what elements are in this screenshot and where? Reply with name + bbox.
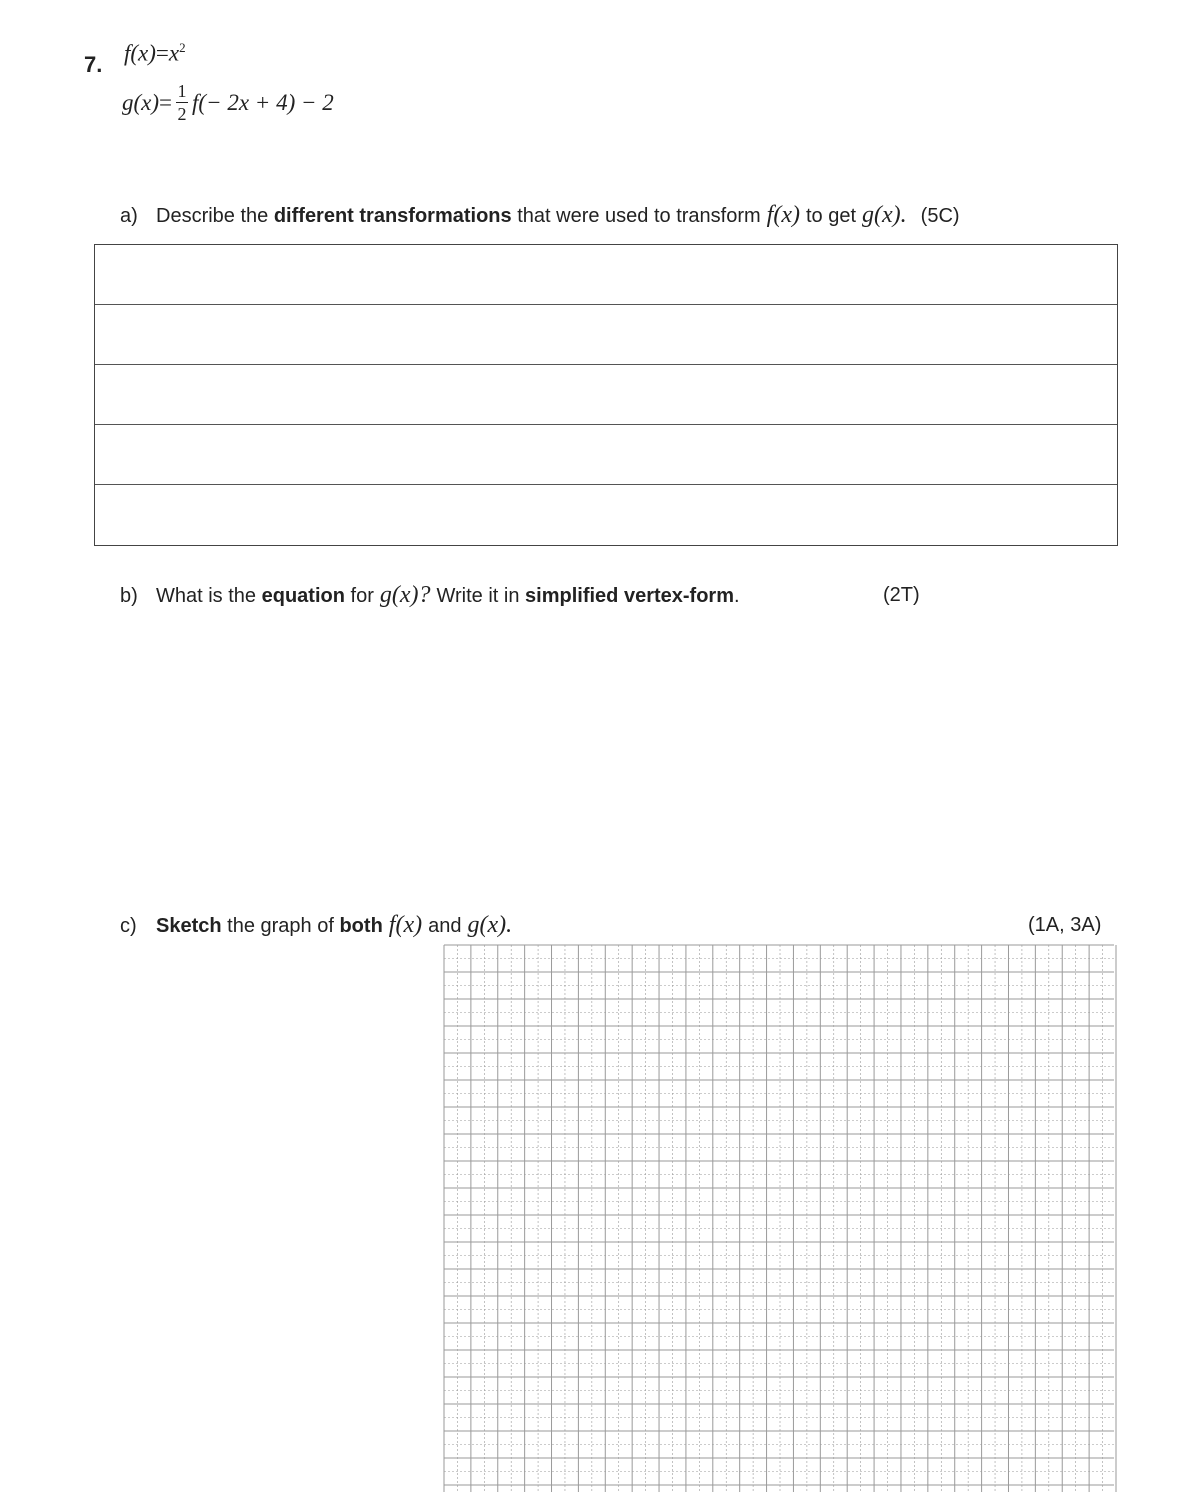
f-equals: = [155,40,169,66]
answer-line[interactable] [95,305,1117,365]
g-rhs: f(− 2x + 4) − 2 [192,89,334,115]
part-c-text-1: the graph of [227,915,334,937]
part-b-bold-2: simplified vertex-form [525,585,734,607]
part-c-label: c) [120,915,137,937]
part-c-text-2: and [428,915,462,937]
part-b-period: . [734,585,740,607]
part-a-marks: (5C) [920,205,960,227]
part-a-prompt [120,202,960,229]
g-lhs: g(x) [122,89,160,115]
f-lhs: f(x) [124,40,156,66]
one-half-fraction [176,82,188,123]
part-c-prompt [120,912,518,939]
part-c-bold-2: both [339,915,383,937]
answer-line[interactable] [95,245,1117,305]
part-c-marks: (1A, 3A) [1028,914,1102,936]
g-definition [122,82,334,123]
part-c-bold-1: Sketch [156,915,222,937]
part-a-bold: different transformations [273,205,512,227]
part-b-text-2: for [350,585,374,607]
part-a-f: f(x) [766,202,800,228]
part-a-text-2: that were used to transform [517,205,761,227]
part-c-g: g(x). [467,912,513,938]
part-b-marks: (2T) [883,584,920,606]
f-base: x [168,40,180,66]
answer-line[interactable] [95,425,1117,485]
part-b-label: b) [120,585,138,607]
answer-line[interactable] [95,365,1117,425]
part-b-bold-1: equation [261,585,345,607]
part-a-text-3: to get [805,205,857,227]
answer-line[interactable] [95,485,1117,545]
fraction-denominator: 2 [177,104,187,124]
part-a-answer-box[interactable] [94,244,1118,546]
part-b-text-3: Write it in [436,585,520,607]
g-equals: = [159,89,173,115]
part-c-f: f(x) [388,912,423,938]
part-b-g: g(x)? [379,582,431,608]
part-a-text-1: Describe the [156,205,269,227]
part-b-text-1: What is the [156,585,257,607]
question-number: 7. [84,52,103,77]
graph-paper-grid[interactable] [443,944,1117,1492]
part-a-label: a) [120,205,138,227]
fraction-numerator: 1 [177,81,187,101]
part-a-g: g(x). [862,202,907,228]
part-b-prompt [120,582,740,609]
f-exponent: 2 [179,40,186,55]
f-definition [124,40,186,67]
